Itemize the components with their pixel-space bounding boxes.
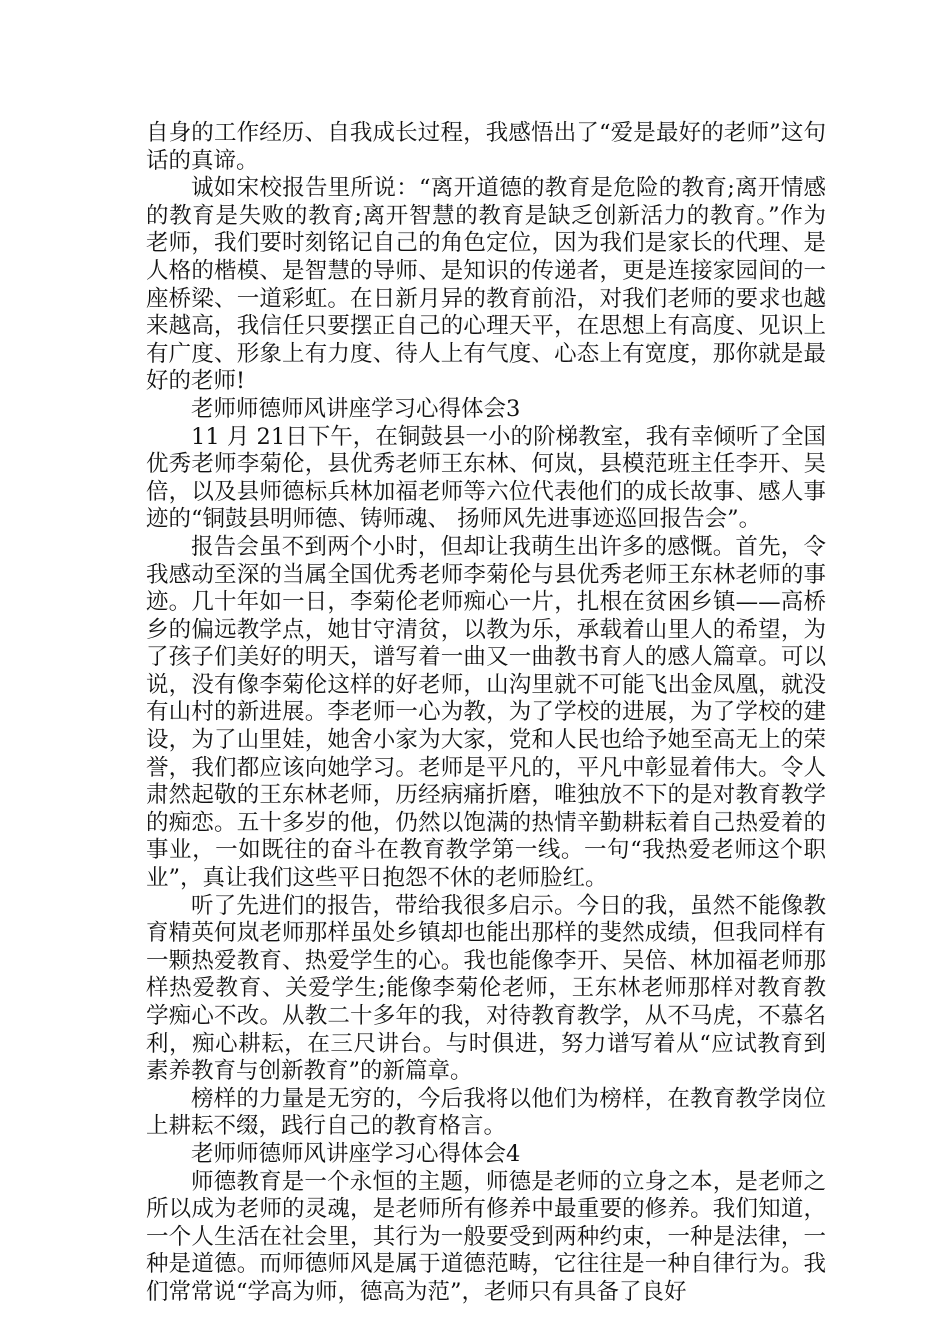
paragraph-4: 报告会虽不到两个小时，但却让我萌生出许多的感慨。首先，令我感动至深的当属全国优秀老师李菊伦与县优秀老师王东林老师的事迹。几十年如一日，李菊伦老师痴心一片，扎根在贫困乡镇——高桥乡的偏远教学点，她甘守清贫，以教为乐，承载着山里人的希望，为了孩子们美好的明天，谱写着一曲又一曲教书育人的感人篇章。可以说，没有像李菊伦这样的好老师，山沟里就不可能飞出金凤凰，就没有山村的新进展。李老师一心为教，为了学校的进展，为了学校的建设，为了山里娃，她舍小家为大家，党和人民也给予她至高无上的荣誉，我们都应该向她学习。老师是平凡的，平凡中彰显着伟大。令人肃然起敬的王东林老师，历经病痛折磨，唯独放不下的是对教育教学的痴恋。五十多岁的他，仍然以饱满的热情辛勤耕耘着自己热爱着的事业，一如既往的奋斗在教育教学第一线。一句“我热爱老师这个职业”，真让我们这些平日抱怨不休的老师脸红。 xyxy=(146,533,826,892)
section-heading-4: 老师师德师风讲座学习心得体会4 xyxy=(191,1140,521,1167)
section-heading-3: 老师师德师风讲座学习心得体会3 xyxy=(191,395,521,422)
paragraph-5: 听了先进们的报告，带给我很多启示。今日的我，虽然不能像教育精英何岚老师那样虽处乡镇却也能出那样的斐然成绩，但我同样有一颗热爱教育、热爱学生的心。我也能像李开、吴倍、林加福老师那样热爱教育、关爱学生;能像李菊伦老师，王东林老师那样对教育教学痴心不改。从教二十多年的我，对待教育教学，从不马虎，不慕名利，痴心耕耘，在三尺讲台。与时俱进，努力谱写着从“应试教育到素养教育与创新教育”的新篇章。 xyxy=(146,892,826,1085)
paragraph-7: 师德教育是一个永恒的主题，师德是老师的立身之本，是老师之所以成为老师的灵魂，是老师所有修养中最重要的修养。我们知道，一个人生活在社会里，其行为一般要受到两种约束，一种是法律，一种是道德。而师德师风是属于道德范畴，它往往是一种自律行为。我们常常说“学高为师，德高为范”，老师只有具备了良好 xyxy=(146,1168,826,1305)
paragraph-2: 诚如宋校报告里所说：“离开道德的教育是危险的教育;离开情感的教育是失败的教育;离开智慧的教育是缺乏创新活力的教育。”作为老师，我们要时刻铭记自己的角色定位，因为我们是家长的代理、是人格的楷模、是智慧的导师、是知识的传递者，更是连接家园间的一座桥梁、一道彩虹。在日新月异的教育前沿，对我们老师的要求也越来越高，我信任只要摆正自己的心理天平，在思想上有高度、见识上有广度、形象上有力度、待人上有气度、心态上有宽度，那你就是最好的老师! xyxy=(146,175,826,395)
document-page xyxy=(146,120,826,1307)
paragraph-3: 11 月 21日下午，在铜鼓县一小的阶梯教室，我有幸倾听了全国优秀老师李菊伦，县优秀老师王东林、何岚，县模范班主任李开、吴倍，以及县师德标兵林加福老师等六位代表他们的成长故事、感人事迹的“铜鼓县明师德、铸师魂、 扬师风先进事迹巡回报告会”。 xyxy=(146,423,826,533)
paragraph-6: 榜样的力量是无穷的，今后我将以他们为榜样，在教育教学岗位上耕耘不缀，践行自己的教育格言。 xyxy=(146,1085,826,1140)
paragraph-1: 自身的工作经历、自我成长过程，我感悟出了“爱是最好的老师”这句话的真谛。 xyxy=(146,120,826,174)
